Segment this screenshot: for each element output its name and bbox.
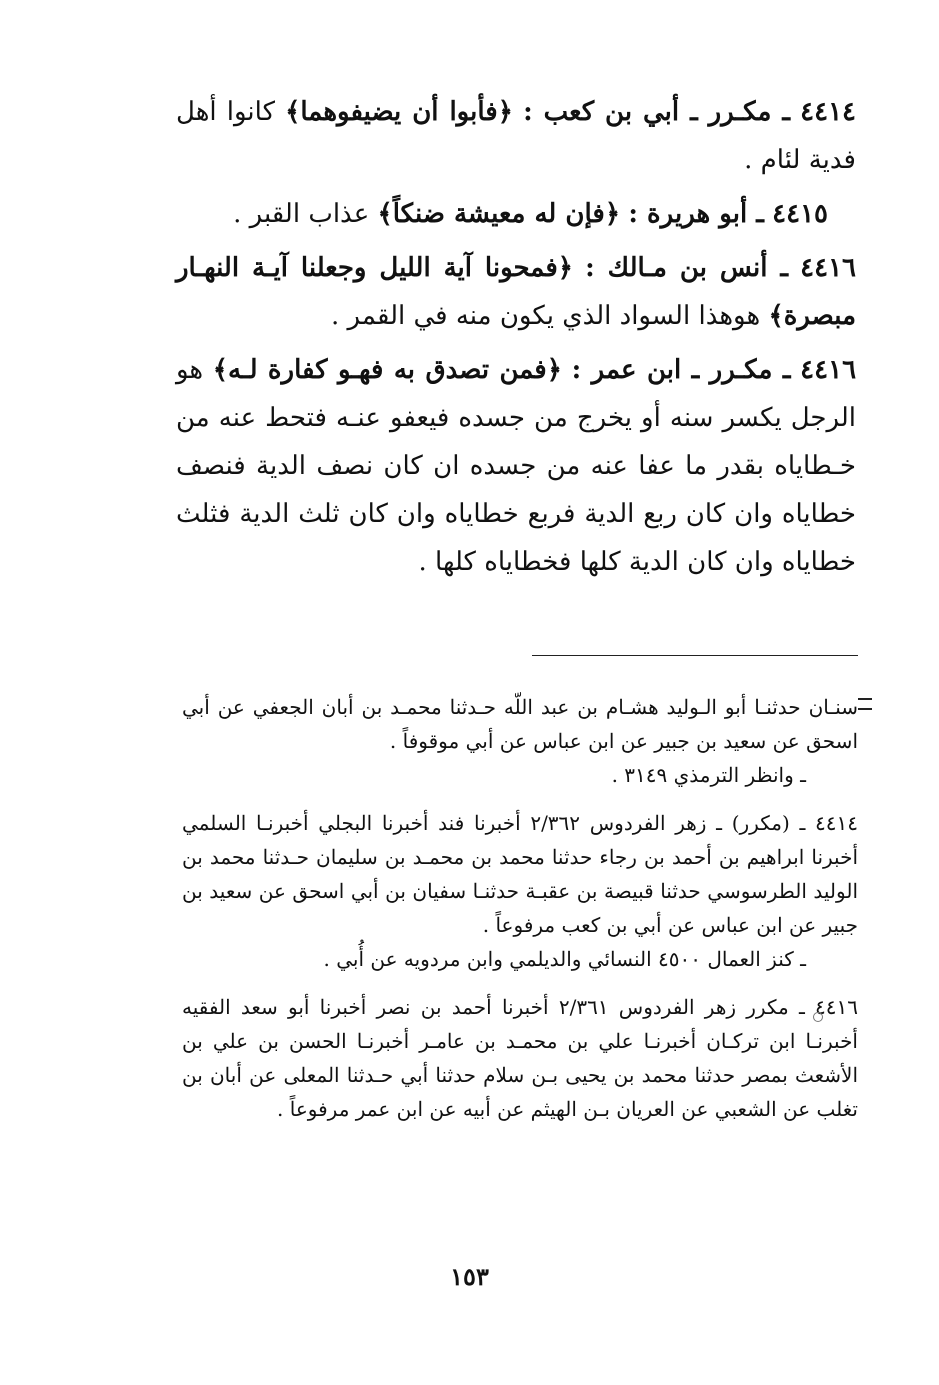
page-number: ١٥٣ <box>450 1262 489 1291</box>
entry-narrator: أبو هريرة : <box>628 199 748 229</box>
footnote-continuation <box>182 690 858 792</box>
quran-verse: ﴿فمحونا آية الليل وجعلنا آيـة النهـار مبصرة﴾ <box>176 253 856 331</box>
entry-narrator: مكـرر ـ أبي بن كعب : <box>523 97 772 127</box>
main-text <box>176 88 856 592</box>
footnote-4414 <box>182 806 858 976</box>
entry-4416: ٤٤١٦ ـ أنس بن مـالك : ﴿فمحونا آية الليل وجعلنا آيـة النهـار مبصرة﴾ هوهذا السواد الذي يكون منه في القمر . <box>176 253 857 331</box>
footnotes <box>182 690 858 1140</box>
entry-commentary: عذاب القبر . <box>233 199 370 229</box>
entry-commentary: هوهذا السواد الذي يكون منه في القمر . <box>331 301 761 331</box>
footnote-text: ٤٤١٦ ـ مكرر زهر الفردوس ٢/٣٦١ أخبرنا أحمد بن نصر أخبرنا أبو سعد الفقيه أخبرنـا ابن تركـان أخبرنـا علي بن محمـد بن عامـر أخبرنـا الحسن بن علي بن الأشعث بمصر حدثنا محمد بن يحيى بـن سلام حدثنا أبي حـدثنا المعلى عن أبان بن تغلب عن الشعبي عن العريان بـن الهيثم عن أبيه عن ابن عمر مرفوعاً . <box>182 995 858 1121</box>
footnote-4416 <box>182 990 858 1126</box>
footnote-divider <box>532 655 858 656</box>
quran-verse: ﴿فأبوا أن يضيفوهما﴾ <box>285 97 513 127</box>
footnote-text: ٤٤١٤ ـ (مكرر) ـ زهر الفردوس ٢/٣٦٢ أخبرنا فند أخبرنا البجلي أخبرنـا السلمي أخبرنا ابراهيم بن أحمد بن رجاء حدثنا محمد بن محمـد بن سليمان حـدثنا محمد بن الوليد الطرسوسي حدثنا قبيصة بن عقبـة حدثنـا سفيان بن أبي اسحق عن سعيد بن جبير عن ابن عباس عن أبي بن كعب مرفوعاً . <box>182 811 859 937</box>
footnote-reference: ـ وانظر الترمذي ٣١٤٩ . <box>611 763 806 787</box>
entry-number: ٤٤١٦ <box>800 253 857 283</box>
entry-number: ٤٤١٤ <box>800 97 857 127</box>
entry-narrator: أنس بن مـالك : <box>585 253 768 283</box>
quran-verse: ﴿فإن له معيشة ضنكاً﴾ <box>377 199 621 229</box>
entry-commentary: هو الرجل يكسر سنه أو يخرج من جسده فيعفو عنـه فتحط عنه من خـطاياه بقدر ما عفا عنه من جسده ان كان نصف الدية فنصف خطاياه وان كان ربع الدية فربع خطاياه وان كان ثلث الدية فثلث خطاياه وان كان الدية كلها فخطاياه كلها . <box>176 355 857 577</box>
circle-mark-icon <box>813 1012 823 1022</box>
quran-verse: ﴿فمن تصدق به فهـو كفارة لـه﴾ <box>212 355 562 385</box>
entry-4415: ٤٤١٥ ـ أبو هريرة : ﴿فإن له معيشة ضنكاً﴾ عذاب القبر . <box>233 199 828 229</box>
entry-4416-repeat: ٤٤١٦ ـ مكـرر ـ ابن عمر : ﴿فمن تصدق به فهـو كفارة لـه﴾ هو الرجل يكسر سنه أو يخرج من جسده فيعفو عنـه فتحط عنه من خـطاياه بقدر ما عفا عنه من جسده ان كان نصف الدية فنصف خطاياه وان كان ربع الدية فربع خطاياه وان كان ثلث الدية فثلث خطاياه وان كان الدية كلها فخطاياه كلها . <box>176 355 857 577</box>
continuation-mark-icon <box>858 698 872 710</box>
entry-narrator: مكـرر ـ ابن عمر : <box>571 355 773 385</box>
entry-commentary: كانوا أهل فدية لئام . <box>176 97 856 175</box>
footnote-reference: ـ كنز العمال ٤٥٠٠ النسائي والديلمي وابن مردويه عن أُبي . <box>323 947 806 971</box>
entry-4414: ٤٤١٤ ـ مكـرر ـ أبي بن كعب : ﴿فأبوا أن يضيفوهما﴾ كانوا أهل فدية لئام . <box>176 97 857 175</box>
entry-number: ٤٤١٥ <box>772 199 828 229</box>
footnote-text: سنـان حدثنـا أبو الـوليد هشـام بن عبد اللّه حـدثنا محمـد بن أبان الجعفي عن أبي اسحق عن سعيد بن جبير عن ابن عباس عن أبي موقوفاً . <box>182 695 858 753</box>
entry-number: ٤٤١٦ <box>800 355 857 385</box>
